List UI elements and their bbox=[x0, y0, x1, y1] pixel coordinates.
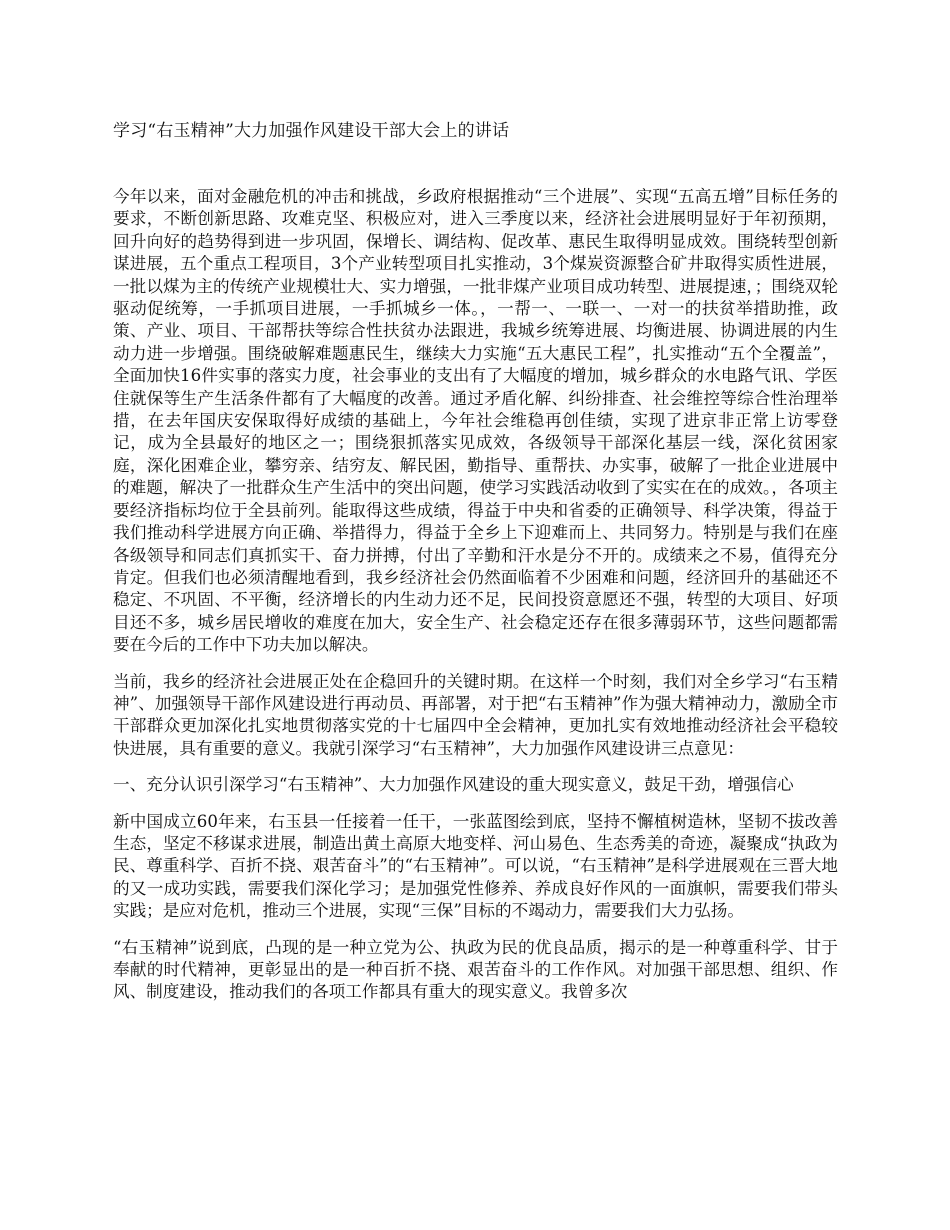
section-heading-one: 一、充分认识引深学习“右玉精神”、大力加强作风建设的重大现实意义，鼓足干劲，增强信心 bbox=[113, 775, 794, 795]
paragraph-youyu-history: 新中国成立60年来，右玉县一任接着一任干，一张蓝图绘到底，坚持不懈植树造林，坚韧不拔改善生态，坚定不移谋求进展，制造出黄土高原大地变样、河山易色、生态秀美的奇迹，凝聚成“执政为民、尊重科学、百折不挠、艰苦奋斗”的“右玉精神”。可以说，“右玉精神”是科学进展观在三晋大地的又一成功实践，需要我们深化学习；是加强党性修养、养成良好作风的一面旗帜，需要我们带头实践；是应对危机，推动三个进展，实现“三保”目标的不竭动力，需要我们大力弘扬。 bbox=[113, 811, 838, 921]
document-page bbox=[113, 118, 838, 1018]
document-title: 学习“右玉精神”大力加强作风建设干部大会上的讲话 bbox=[113, 121, 510, 141]
paragraph-current-situation: 当前，我乡的经济社会进展正处在企稳回升的关键时期。在这样一个时刻，我们对全乡学习“右玉精神”、加强领导干部作风建设进行再动员、再部署，对于把“右玉精神”作为强大精神动力，激励全市干部群众更加深化扎实地贯彻落实党的十七届四中全会精神，更加扎实有效地推动经济社会平稳较快进展，具有重要的意义。我就引深学习“右玉精神”，大力加强作风建设讲三点意见： bbox=[113, 671, 838, 758]
paragraph-achievements: 今年以来，面对金融危机的冲击和挑战，乡政府根据推动“三个进展”、实现“五高五增”目标任务的要求，不断创新思路、攻难克坚、积极应对，进入三季度以来，经济社会进展明显好于年初预期，回升向好的趋势得到进一步巩固，保增长、调结构、促改革、惠民生取得明显成效。围绕转型创新谋进展，五个重点工程项目，3个产业转型项目扎实推动，3个煤炭资源整合矿井取得实质性进展，一批以煤为主的传统产业规模壮大、实力增强，一批非煤产业项目成功转型、进展提速，；围绕双轮驱动促统筹，一手抓项目进展，一手抓城乡一体。，一帮一、一联一、一对一的扶贫举措助推，政策、产业、项目、干部帮扶等综合性扶贫办法跟进，我城乡统筹进展、均衡进展、协调进展的内生动力进一步增强。围绕破解难题惠民生，继续大力实施“五大惠民工程”，扎实推动“五个全覆盖”，全面加快16件实事的落实力度，社会事业的支出有了大幅度的增加，城乡群众的水电路气讯、学医住就保等生产生活条件都有了大幅度的改善。通过矛盾化解、纠纷排查、社会维控等综合性治理举措，在去年国庆安保取得好成绩的基础上，今年社会维稳再创佳绩，实现了进京非正常上访零登记，成为全县最好的地区之一；围绕狠抓落实见成效，各级领导干部深化基层一线，深化贫困家庭，深化困难企业，攀穷亲、结穷友、解民困，勤指导、重帮扶、办实事，破解了一批企业进展中的难题，解决了一批群众生产生活中的突出问题，使学习实践活动收到了实实在在的成效。，各项主要经济指标均位于全县前列。能取得这些成绩，得益于中央和省委的正确领导、科学决策，得益于我们推动科学进展方向正确、举措得力，得益于全乡上下迎难而上、共同努力。特别是与我们在座各级领导和同志们真抓实干、奋力拼搏，付出了辛勤和汗水是分不开的。成绩来之不易，值得充分肯定。但我们也必须清醒地看到，我乡经济社会仍然面临着不少困难和问题，经济回升的基础还不稳定、不巩固、不平衡，经济增长的内生动力还不足，民间投资意愿还不强，转型的大项目、好项目还不多，城乡居民增收的难度在加大，安全生产、社会稳定还存在很多薄弱环节，这些问题都需要在今后的工作中下功夫加以解决。 bbox=[113, 187, 838, 655]
paragraph-youyu-spirit: “右玉精神”说到底，凸现的是一种立党为公、执政为民的优良品质，揭示的是一种尊重科学、甘于奉献的时代精神，更彰显出的是一种百折不挠、艰苦奋斗的工作作风。对加强干部思想、组织、作风、制度建设，推动我们的各项工作都具有重大的现实意义。我曾多次 bbox=[113, 937, 838, 1002]
